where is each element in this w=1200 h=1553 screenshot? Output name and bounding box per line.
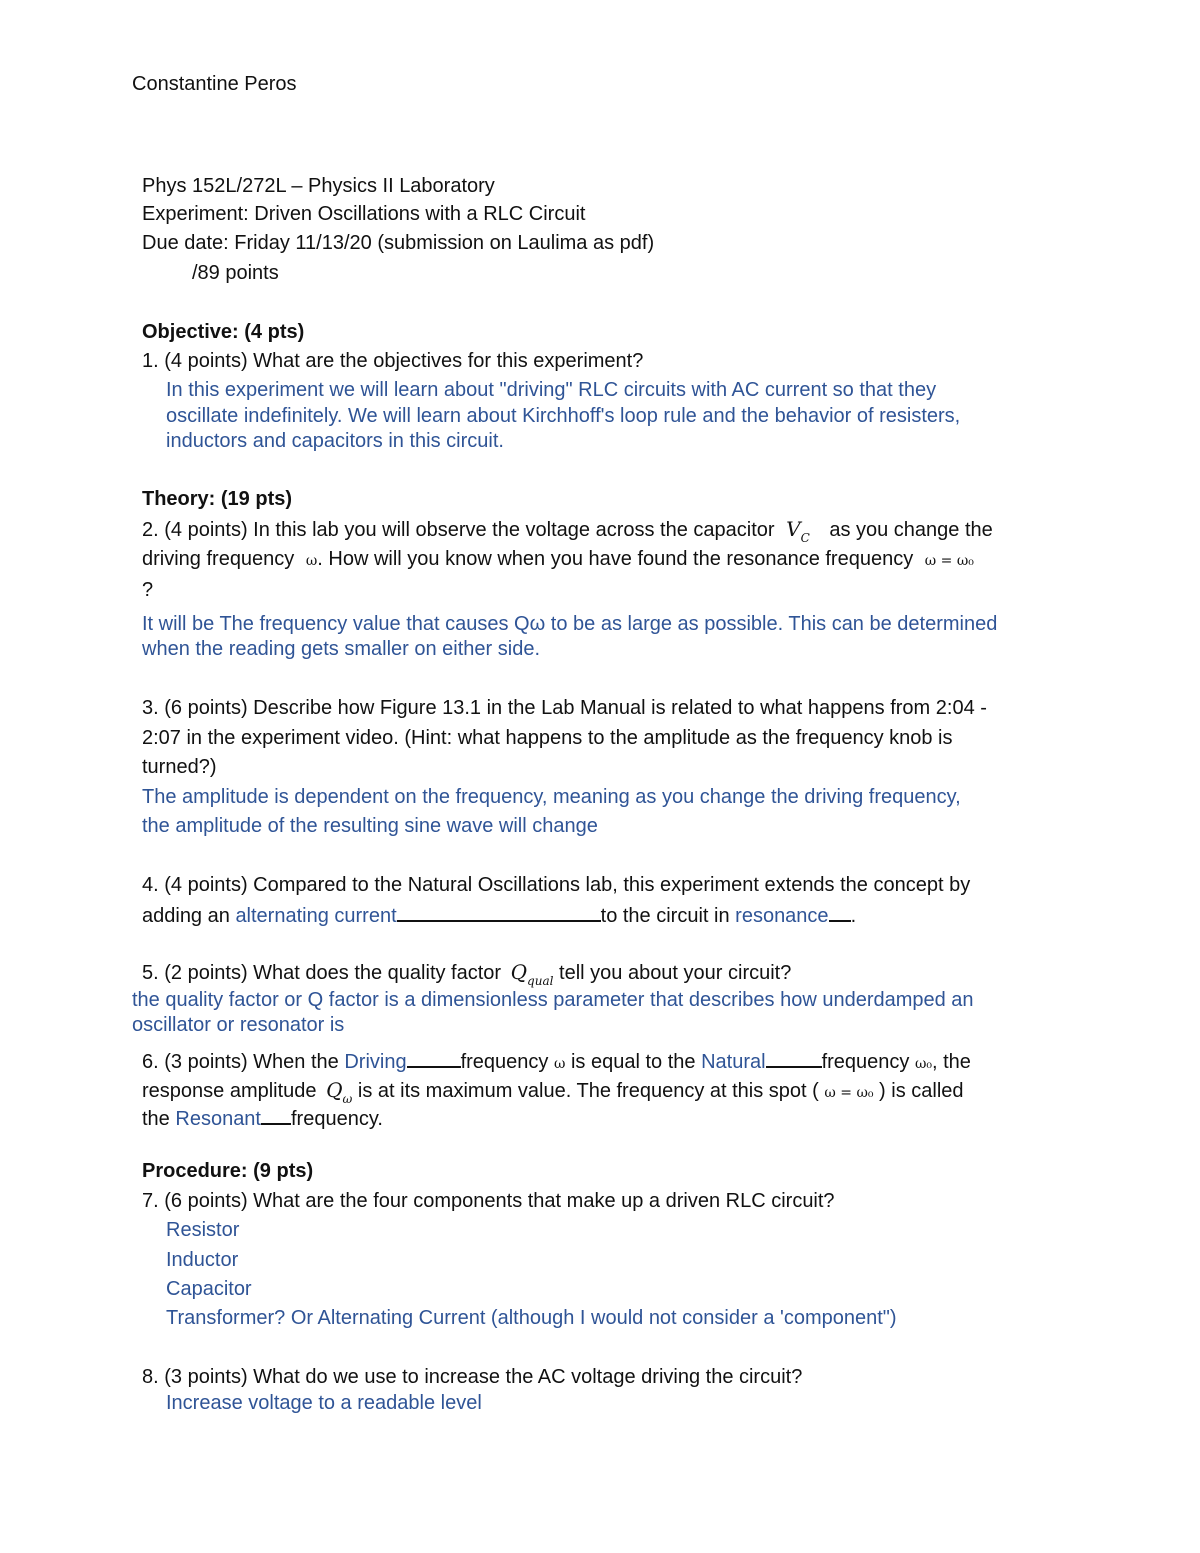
theory-heading: Theory: (19 pts) (142, 488, 293, 510)
q6-fill-1: Driving (344, 1051, 407, 1073)
q1-answer-line-2: oscillate indefinitely. We will learn about Kirchhoff's loop rule and the behavior of resisters, (166, 405, 961, 427)
q7-answer-1: Resistor (166, 1219, 240, 1241)
q1-answer-line-1: In this experiment we will learn about "driving" RLC circuits with AC current so that they (166, 379, 937, 401)
q8-answer: Increase voltage to a readable level (166, 1392, 482, 1414)
q7-answer-4: Transformer? Or Alternating Current (although I would not consider a 'component") (166, 1307, 897, 1329)
q1-question: 1. (4 points) What are the objectives for this experiment? (142, 350, 644, 372)
q3-question-line-2: 2:07 in the experiment video. (Hint: what happens to the amplitude as the frequency knob is (142, 727, 953, 749)
q6-line-2 (142, 1078, 964, 1105)
q4-text-a: adding an (142, 905, 230, 927)
q-symbol: Q (510, 960, 528, 984)
q6-text-f: response amplitude (142, 1080, 317, 1102)
course-title: Phys 152L/272L – Physics II Laboratory (142, 175, 495, 197)
q6-line-3 (142, 1105, 383, 1131)
q2-text-d: . How will you know when you have found the resonance frequency (317, 548, 914, 570)
q7-answer-2: Inductor (166, 1249, 239, 1271)
q2-text-b: as you change the (829, 519, 993, 541)
q-subscript: qual (527, 974, 554, 988)
q6-text-e: , the (932, 1051, 971, 1073)
q6-fill-3: Resonant (175, 1108, 261, 1130)
q6-text-j: frequency. (291, 1108, 383, 1130)
q7-question: 7. (6 points) What are the four components that make up a driven RLC circuit? (142, 1190, 835, 1212)
q2-text-a: 2. (4 points) In this lab you will observe the voltage across the capacitor (142, 519, 775, 541)
q4-line-2 (142, 902, 856, 928)
omega-symbol: ω (305, 553, 318, 569)
q-omega-symbol: Q (326, 1078, 343, 1102)
omega-equals-omega0: ω = ω₀ (824, 1085, 874, 1101)
omega0-symbol: ω₀ (914, 1056, 932, 1072)
q6-blank-2 (766, 1048, 822, 1068)
q2-answer-line-2: when the reading gets smaller on either side. (142, 638, 541, 660)
q2-question-mark: ? (142, 579, 154, 601)
experiment-title: Experiment: Driven Oscillations with a RLC Circuit (142, 203, 586, 225)
author-name: Constantine Peros (132, 73, 297, 95)
omega-symbol: ω (554, 1056, 566, 1072)
q7-answer-3: Capacitor (166, 1278, 252, 1300)
q5-question (142, 960, 791, 987)
due-date: Due date: Friday 11/13/20 (submission on Laulima as pdf) (142, 232, 655, 254)
q2-question-line-2 (142, 547, 974, 573)
q-omega-subscript: ω (342, 1092, 353, 1106)
total-points: /89 points (192, 262, 279, 284)
q3-question-line-3: turned?) (142, 756, 217, 778)
q6-text-h: ) is called (879, 1080, 964, 1102)
q6-blank-1 (407, 1048, 461, 1068)
quality-factor-symbol (510, 960, 554, 988)
q6-text-g: is at its maximum value. The frequency at this spot ( (357, 1080, 819, 1102)
q4-fill-1: alternating current (235, 905, 397, 927)
q5-text-b: tell you about your circuit? (559, 962, 792, 984)
q3-answer-line-2: the amplitude of the resulting sine wave will change (142, 815, 598, 837)
q3-question-line-1: 3. (6 points) Describe how Figure 13.1 in the Lab Manual is related to what happens from 2:04 - (142, 697, 987, 719)
q6-text-a: 6. (3 points) When the (142, 1051, 339, 1073)
q4-line-1: 4. (4 points) Compared to the Natural Oscillations lab, this experiment extends the concept by (142, 874, 971, 896)
q5-answer-line-2: oscillator or resonator is (132, 1014, 345, 1036)
procedure-heading: Procedure: (9 pts) (142, 1160, 314, 1182)
q6-text-i: the (142, 1108, 170, 1130)
q6-text-b: frequency (460, 1051, 549, 1073)
q3-answer-line-1: The amplitude is dependent on the frequency, meaning as you change the driving frequency, (142, 786, 961, 808)
q5-text-a: 5. (2 points) What does the quality factor (142, 962, 502, 984)
q2-text-c: driving frequency (142, 548, 295, 570)
q6-blank-3 (261, 1105, 291, 1125)
q4-text-b: to the circuit in (600, 905, 730, 927)
response-amplitude-symbol (326, 1078, 353, 1106)
q1-answer-line-3: inductors and capacitors in this circuit. (166, 430, 504, 452)
q4-blank-2 (829, 902, 851, 922)
v-subscript: C (800, 531, 810, 545)
q5-answer-line-1: the quality factor or Q factor is a dimensionless parameter that describes how underdamped an (132, 989, 974, 1011)
q6-text-d: frequency (821, 1051, 910, 1073)
q4-fill-2: resonance (735, 905, 829, 927)
q6-fill-2: Natural (701, 1051, 766, 1073)
q4-blank-1 (397, 902, 601, 922)
omega-equals-omega0: ω = ω₀ (924, 553, 974, 569)
q6-text-c: is equal to the (570, 1051, 696, 1073)
q2-answer-line-1: It will be The frequency value that causes Qω to be as large as possible. This can be determined (142, 613, 998, 635)
q2-question-line-1 (142, 517, 993, 544)
capacitor-voltage-symbol (786, 517, 810, 545)
q8-question: 8. (3 points) What do we use to increase the AC voltage driving the circuit? (142, 1366, 803, 1388)
q4-text-c: . (850, 905, 857, 927)
q6-line-1 (142, 1048, 971, 1076)
objective-heading: Objective: (4 pts) (142, 321, 305, 343)
v-symbol: V (786, 517, 801, 541)
